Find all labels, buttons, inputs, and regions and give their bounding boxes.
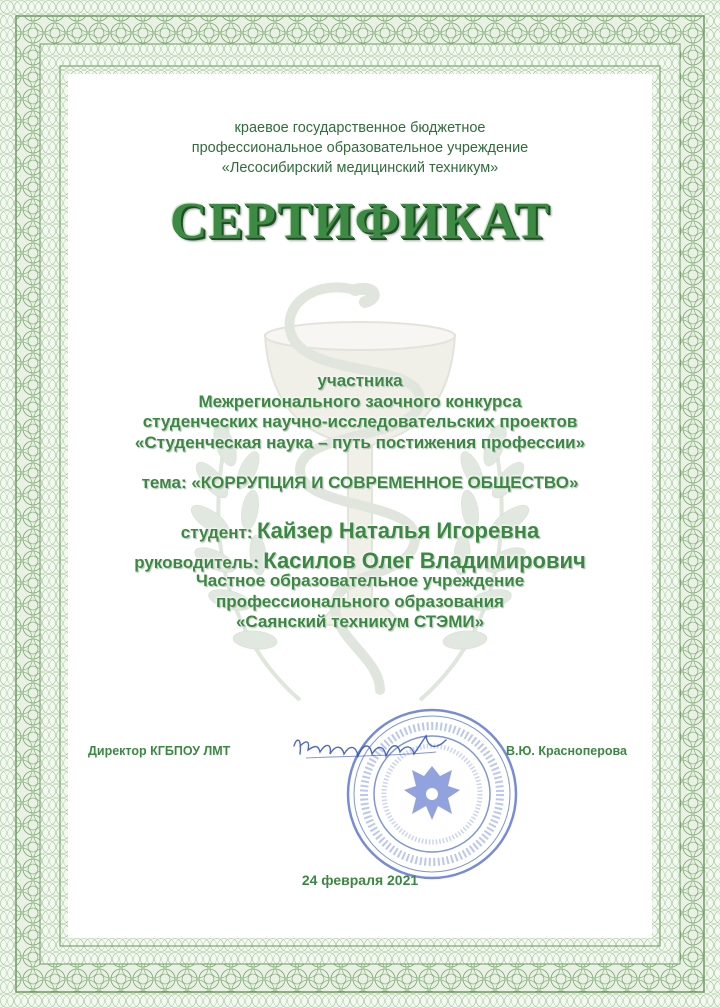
director-position: Директор КГБПОУ ЛМТ [88, 744, 231, 758]
project-topic: тема: «КОРРУПЦИЯ И СОВРЕМЕННОЕ ОБЩЕСТВО» [141, 473, 579, 492]
recipients-block [0, 516, 720, 549]
organization-line-1: краевое государственное бюджетное [234, 120, 486, 136]
supervisor-label: руководитель: [134, 553, 259, 572]
student-name: Кайзер Наталья Игоревна [256, 518, 540, 543]
organization-name [0, 118, 720, 178]
organization-line-3: «Лесосибирский медицинский техникум» [221, 160, 499, 176]
participation-line-1: участника [317, 371, 403, 390]
student-label: студент: [180, 523, 253, 542]
director-name: В.Ю. Красноперова [506, 744, 627, 758]
certificate-title: СЕРТИФИКАТ [169, 193, 551, 250]
participation-line-3: студенческих научно-исследовательских проектов [142, 412, 578, 431]
signature-icon [286, 726, 456, 776]
organization-line-2: профессиональное образовательное учреждение [191, 140, 529, 156]
issue-date: 24 февраля 2021 [301, 872, 419, 888]
school-block [0, 571, 720, 633]
participation-line-4: «Студенческая наука – путь постижения профессии» [134, 432, 586, 452]
school-line-1: Частное образовательное учреждение [195, 571, 525, 590]
student-row [0, 516, 720, 549]
school-line-3: «Саянский техникум СТЭМИ» [235, 612, 485, 631]
supervisor-name: Касилов Олег Владимирович [263, 548, 586, 573]
school-line-2: профессионального образования [216, 591, 504, 611]
participation-block [0, 371, 720, 453]
participation-line-2: Межрегионального заочного конкурса [198, 391, 522, 411]
